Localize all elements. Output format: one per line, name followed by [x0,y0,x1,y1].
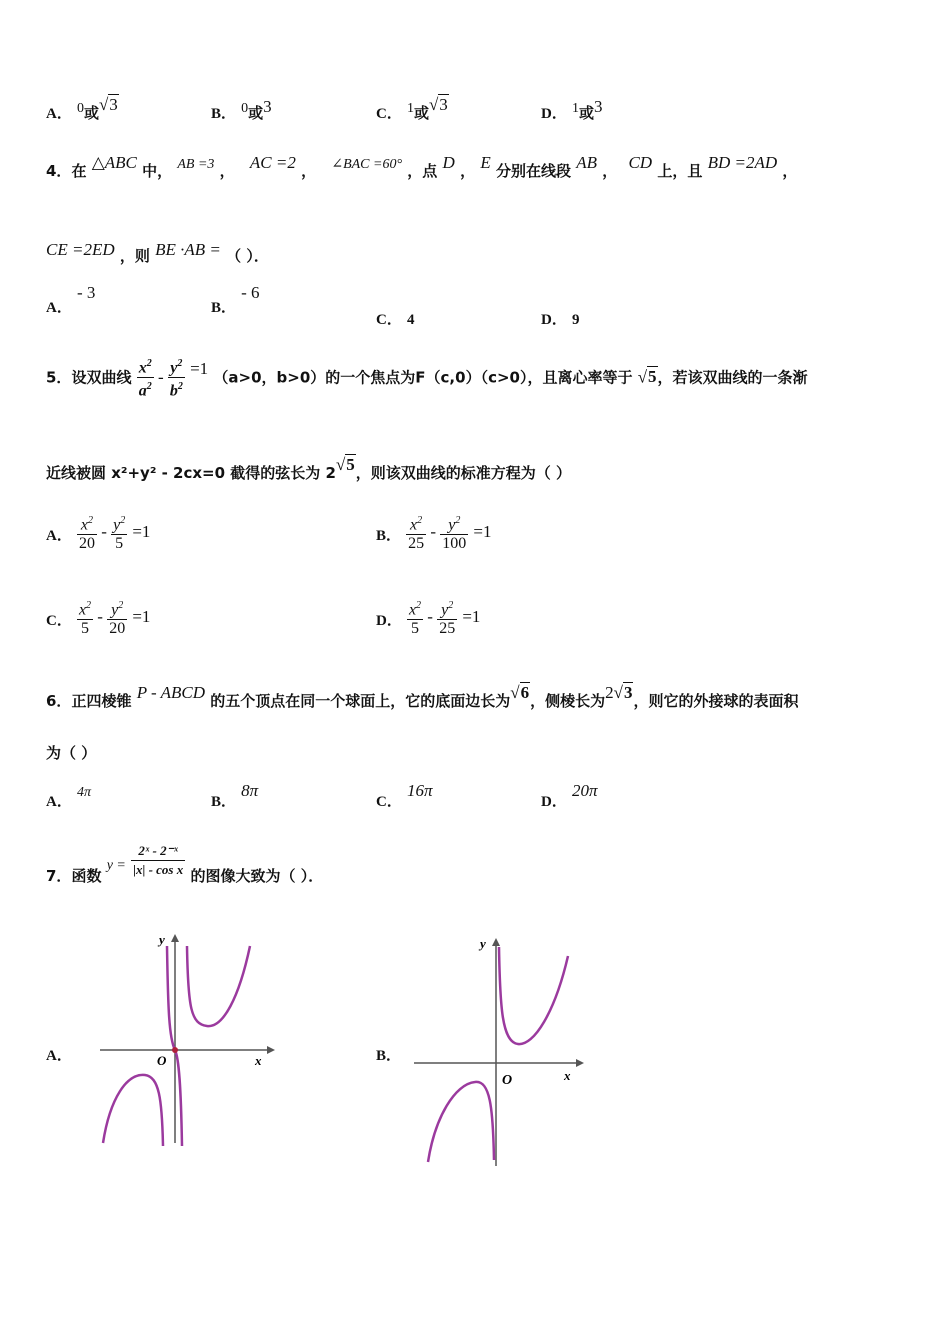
q5-option-c[interactable]: C． $\frac{x^2}{5}$ - $\frac{y^2}{20}$ =1 [46,597,150,638]
option-label: A． [46,106,72,122]
y-axis-arrow-icon [171,934,179,942]
x-axis-label: x [564,1068,571,1083]
fraction: $\frac{x^2}{a^2}$ [137,355,154,401]
q3-option-d[interactable]: D． 1或3 [541,97,603,122]
y-axis-label: y [159,932,165,947]
fraction: $\frac{\text{2ˣ - 2⁻ˣ}}{\text{|x| - cos x}}$ [133,843,184,877]
curve-left-branch [103,1075,163,1146]
x-axis-label: x [255,1053,262,1068]
q6-option-d[interactable]: D． 20π [541,781,598,810]
graph-a-label[interactable]: A． [46,1048,72,1064]
q3-option-a[interactable]: A． 0或√3 [46,95,118,122]
sqrt: √3 [613,683,633,702]
q5-option-b[interactable]: B． $\frac{x^2}{25}$ - $\frac{y^2}{100}$ =1 [376,512,491,553]
q4-option-b[interactable]: B． - 6 [211,283,260,316]
q3-option-b[interactable]: B． 0或3 [211,97,272,122]
fraction: $\frac{y^2}{b^2}$ [168,355,185,401]
origin-label: O [157,1053,167,1068]
q4-line2: CE =2ED ，则 BE ·AB = （ ）． [46,240,269,265]
x-axis-arrow-icon [267,1046,275,1054]
q6-option-c[interactable]: C． 16π [376,781,433,810]
y-axis-arrow-icon [492,938,500,946]
y-axis-label: y [480,936,486,951]
x-axis-arrow-icon [576,1059,584,1067]
q3-option-c[interactable]: C． 1或√3 [376,95,448,122]
sqrt: √5 [335,455,355,474]
q4-option-a[interactable]: A． - 3 [46,283,96,316]
q6-option-a[interactable]: A． 4π [46,785,91,810]
sqrt: √3 [428,95,448,114]
q6-line2: 为（ ） [46,744,97,762]
curve-left-branch [428,1082,494,1162]
graph-a[interactable] [95,928,275,1153]
graph-b-label[interactable]: B． [376,1048,402,1064]
q5-option-a[interactable]: A． $\frac{x^2}{20}$ - $\frac{y^2}{5}$ =1 [46,512,150,553]
q6-option-b[interactable]: B． 8π [211,781,259,810]
curve-right-branch [499,947,568,1044]
q7-line: 7．函数 y = $\frac{\text{2ˣ - 2⁻ˣ}}{\text{|x| - cos x}}$ 的图像大致为（ ）． [46,843,324,885]
origin-label: O [502,1073,513,1088]
q4-option-c[interactable]: C． 4 [376,312,415,328]
graph-b[interactable] [410,932,585,1172]
q5-line1: 5．设双曲线 $\frac{x^2}{a^2}$ - $\frac{y^2}{b^2}$ =1 （a>0，b>0）的一个焦点为F（c,0）（c>0），且离心率等于 √5，若该双曲线的一条渐 [46,355,808,401]
q4-option-d[interactable]: D． 9 [541,312,580,328]
origin-dot [172,1047,178,1053]
sqrt: √6 [510,683,530,702]
q6-line1: 6．正四棱锥 P - ABCD 的五个顶点在同一个球面上，它的底面边长为√6，侧棱长为2√3，则它的外接球的表面积 [46,683,799,710]
q4-line1: 4．在 △ABC 中， AB =3 ， AC =2 ， ∠BAC =60° ，点 D ， E 分别在线段 AB ， CD 上，且 BD =2AD ， [46,153,798,180]
sqrt: √5 [637,367,657,387]
q5-line2: 近线被圆 x²+y² - 2cx=0 截得的弦长为 2√5，则该双曲线的标准方程为（ ） [46,455,572,482]
q5-option-d[interactable]: D． $\frac{x^2}{5}$ - $\frac{y^2}{25}$ =1 [376,597,480,638]
sqrt: √3 [98,95,118,114]
curve-right-branch [187,946,250,1026]
